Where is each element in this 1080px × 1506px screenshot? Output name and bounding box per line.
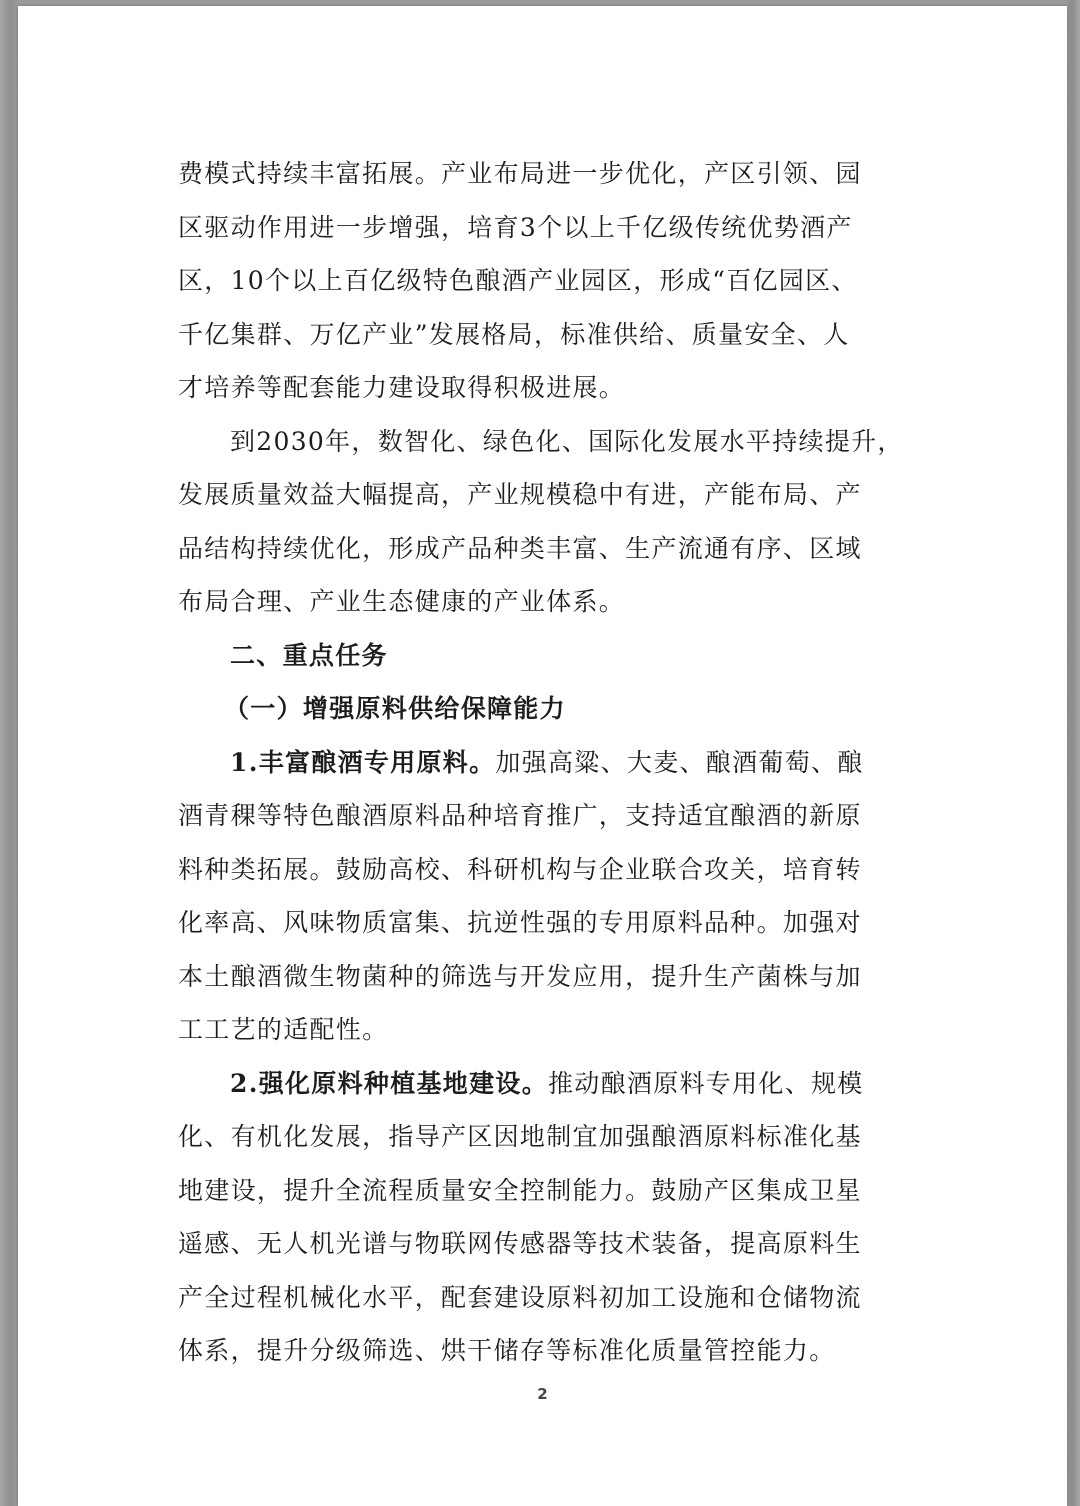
item-1-title: 1.丰富酿酒专用原料。 [230, 747, 496, 777]
text-line: 地建设，提升全流程质量安全控制能力。鼓励产区集成卫星 [178, 1175, 862, 1205]
text-line: 化率高、风味物质富集、抗逆性强的专用原料品种。加强对 [178, 908, 862, 937]
page-number: 2 [537, 1385, 548, 1403]
text-line: 费模式持续丰富拓展。产业布局进一步优化，产区引领、园 [178, 159, 862, 188]
text-line: 发展质量效益大幅提高，产业规模稳中有进，产能布局、产 [178, 480, 862, 509]
subsection-heading: （一）增强原料供给保障能力 [224, 694, 566, 723]
text-line: 才培养等配套能力建设取得积极进展。 [178, 373, 626, 402]
paragraph-2025-goals [178, 147, 912, 415]
text-line: 到2030年，数智化、绿色化、国际化发展水平持续提升， [230, 426, 904, 456]
text-line: 酒青稞等特色酿酒原料品种培育推广，支持适宜酿酒的新原 [178, 801, 862, 830]
text-line: 区，10个以上百亿级特色酿酒产业园区，形成“百亿园区、 [178, 266, 858, 295]
text-line: 品结构持续优化，形成产品种类丰富、生产流通有序、区域 [178, 533, 862, 563]
text-line: 区驱动作用进一步增强，培育3个以上千亿级传统优势酒产 [178, 212, 853, 242]
document-page [18, 6, 1067, 1506]
text-line: 料种类拓展。鼓励高校、科研机构与企业联合攻关，培育转 [178, 854, 862, 884]
document-body [178, 147, 912, 1378]
text-line: 布局合理、产业生态健康的产业体系。 [178, 587, 626, 616]
item-1-first-line: 加强高粱、大麦、酿酒葡萄、酿 [495, 747, 864, 777]
item-2-title: 2.强化原料种植基地建设。 [230, 1068, 548, 1098]
paragraph-2030-goals [178, 415, 912, 629]
text-line: 千亿集群、万亿产业”发展格局，标准供给、质量安全、人 [178, 319, 850, 349]
text-line [178, 1057, 912, 1111]
text-line: 遥感、无人机光谱与物联网传感器等技术装备，提高原料生 [178, 1229, 862, 1258]
section-heading: 二、重点任务 [230, 640, 388, 670]
item-1-paragraph [178, 736, 912, 1057]
text-line: 体系，提升分级筛选、烘干储存等标准化质量管控能力。 [178, 1336, 836, 1365]
text-line: 化、有机化发展，指导产区因地制宜加强酿酒原料标准化基 [178, 1122, 862, 1151]
item-2-first-line: 推动酿酒原料专用化、规模 [548, 1068, 864, 1098]
text-line: 工工艺的适配性。 [178, 1015, 389, 1044]
text-line: 产全过程机械化水平，配套建设原料初加工设施和仓储物流 [178, 1282, 862, 1312]
text-line [178, 736, 912, 790]
text-line: 本土酿酒微生物菌种的筛选与开发应用，提升生产菌株与加 [178, 961, 862, 991]
item-2-paragraph [178, 1057, 912, 1378]
